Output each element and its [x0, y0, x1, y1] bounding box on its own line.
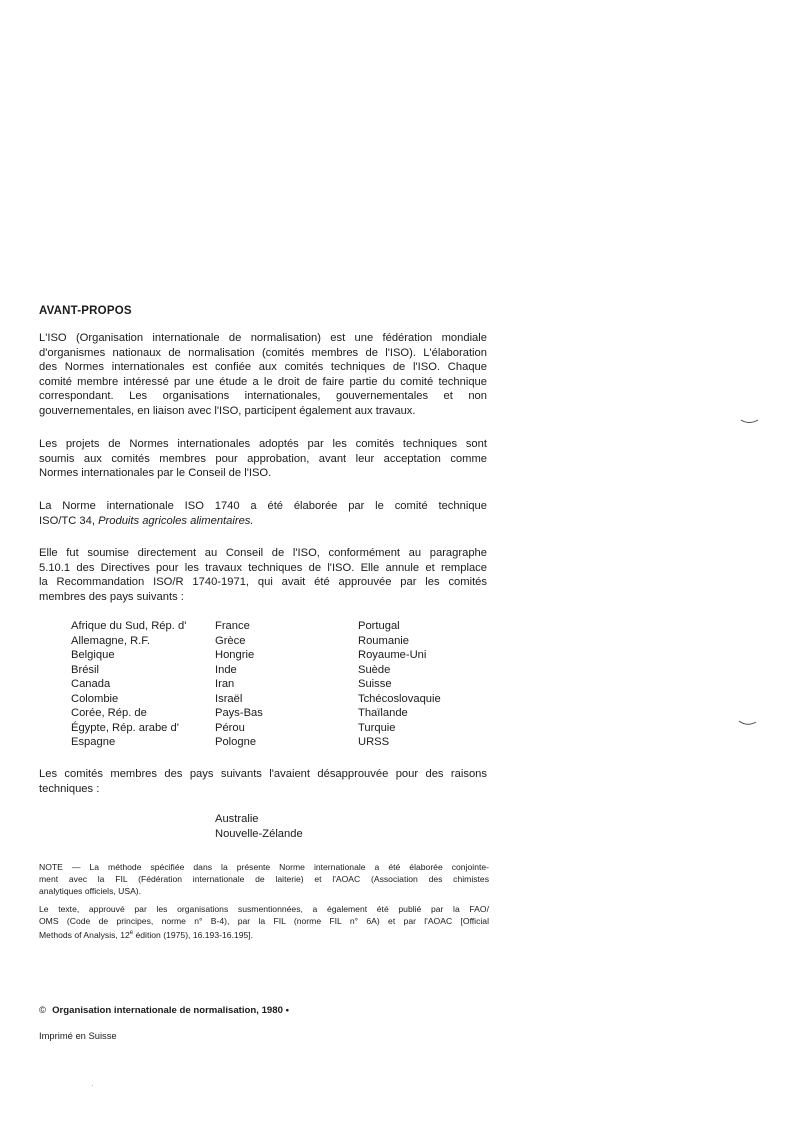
country-item: Belgique — [71, 649, 115, 661]
committee-ref: ISO/TC 34, — [39, 514, 99, 527]
binding-mark-icon — [738, 718, 758, 728]
country-item: Thaïlande — [358, 707, 408, 719]
text-line: soumis aux comités membres pour approbation, avant leur acceptation comme — [39, 452, 487, 465]
text-line: comité membre intéressé par une étude a le droit de faire partie du comité technique — [39, 375, 487, 388]
country-item: Corée, Rép. de — [71, 707, 147, 719]
country-item: Égypte, Rép. arabe d' — [71, 721, 179, 734]
text-fragment: Methods of Analysis, 12 — [39, 929, 130, 940]
note-method — [39, 861, 489, 897]
country-item: Allemagne, R.F. — [71, 634, 150, 647]
text-line: NOTE — La méthode spécifiée dans la présente Norme internationale a été élaborée conjointe- — [39, 862, 489, 872]
country-item: Afrique du Sud, Rép. d' — [71, 620, 187, 632]
text-line: L'ISO (Organisation internationale de normalisation) est une fédération mondiale — [39, 332, 487, 344]
text-line: d'organismes nationaux de normalisation (comités membres de l'ISO). L'élaboration — [39, 346, 487, 359]
country-item: Israël — [215, 692, 243, 705]
copyright-text: Organisation internationale de normalisation, 1980 • — [52, 1005, 289, 1016]
disapproving-countries-list — [215, 812, 303, 841]
superscript: e — [129, 930, 134, 936]
country-item: Inde — [215, 663, 237, 676]
printed-in-line: Imprimé en Suisse — [39, 1030, 117, 1041]
text-line: Les projets de Normes internationales adoptés par les comités techniques sont — [39, 438, 487, 450]
text-line: OMS (Code de principes, norme n° B-4), par la FIL (norme FIL n° 6A) et par l'AOAC [Official — [39, 916, 489, 926]
country-item: Tchécoslovaquie — [358, 692, 441, 705]
text-line: analytiques officiels, USA). — [39, 886, 142, 896]
text-line: Les comités membres des pays suivants l'avaient désapprouvée pour des raisons — [39, 768, 487, 780]
text-fragment: édition (1975), 16.193-16.195]. — [133, 929, 254, 940]
committee-title: Produits agricoles alimentaires. — [98, 514, 254, 527]
page-heading: AVANT-PROPOS — [39, 305, 132, 317]
country-item: Portugal — [358, 620, 400, 632]
country-item: France — [215, 620, 250, 632]
foreword-paragraph-standard — [39, 499, 487, 528]
country-item: Canada — [71, 678, 111, 690]
foreword-paragraph-drafts — [39, 437, 487, 481]
country-item: Australie — [215, 813, 259, 825]
text-line — [39, 927, 489, 941]
country-item: Suède — [358, 663, 391, 676]
text-line: membres des pays suivants : — [39, 590, 184, 603]
text-line: la Recommandation ISO/R 1740-1971, qui avait été approuvée par les comités — [39, 576, 487, 589]
country-item: Nouvelle-Zélande — [215, 827, 303, 840]
country-item: Iran — [215, 678, 235, 690]
copyright-icon: © — [39, 1005, 47, 1016]
country-item: Espagne — [71, 736, 116, 748]
text-line: correspondant. Les organisations internationales, gouvernementales et non — [39, 390, 487, 403]
country-item: Pologne — [215, 736, 257, 748]
country-item: Pérou — [215, 721, 245, 734]
binding-mark-icon — [740, 418, 760, 426]
text-line: ment avec la FIL (Fédération internationale de laiterie) et l'AOAC (Association des chimistes — [39, 874, 489, 884]
text-line: La Norme internationale ISO 1740 a été élaborée par le comité technique — [39, 500, 487, 512]
country-item: Colombie — [71, 692, 119, 705]
country-item: Suisse — [358, 678, 392, 690]
country-item: Roumanie — [358, 634, 409, 647]
text-line: Elle fut soumise directement au Conseil de l'ISO, conformément au paragraphe — [39, 547, 487, 559]
scan-dot — [92, 1085, 93, 1086]
country-item: Brésil — [71, 663, 99, 676]
copyright-line — [39, 1005, 289, 1016]
foreword-paragraph-iso — [39, 331, 487, 419]
country-item: Hongrie — [215, 649, 255, 661]
country-item: Grèce — [215, 634, 246, 647]
foreword-paragraph-disapproval — [39, 767, 487, 796]
country-item: Pays-Bas — [215, 707, 263, 719]
text-line: des Normes internationales est confiée aux comités techniques de l'ISO. Chaque — [39, 361, 487, 374]
text-line: Normes internationales par le Conseil de l'ISO. — [39, 467, 272, 480]
country-item: Royaume-Uni — [358, 649, 427, 661]
country-item: Turquie — [358, 721, 396, 734]
text-line: gouvernementales, en liaison avec l'ISO, participent également aux travaux. — [39, 404, 416, 417]
foreword-paragraph-submission — [39, 546, 487, 604]
country-column-3 — [358, 619, 441, 750]
text-line — [39, 514, 487, 529]
note-publication — [39, 903, 489, 941]
text-line: 5.10.1 des Directives pour les travaux techniques de l'ISO. Elle annule et remplace — [39, 561, 487, 574]
text-line: Le texte, approuvé par les organisations susmentionnées, a également été publié par la FAO/ — [39, 904, 489, 914]
text-line: techniques : — [39, 782, 100, 795]
country-item: URSS — [358, 736, 390, 748]
country-column-1 — [71, 619, 186, 750]
country-column-2 — [215, 619, 263, 750]
